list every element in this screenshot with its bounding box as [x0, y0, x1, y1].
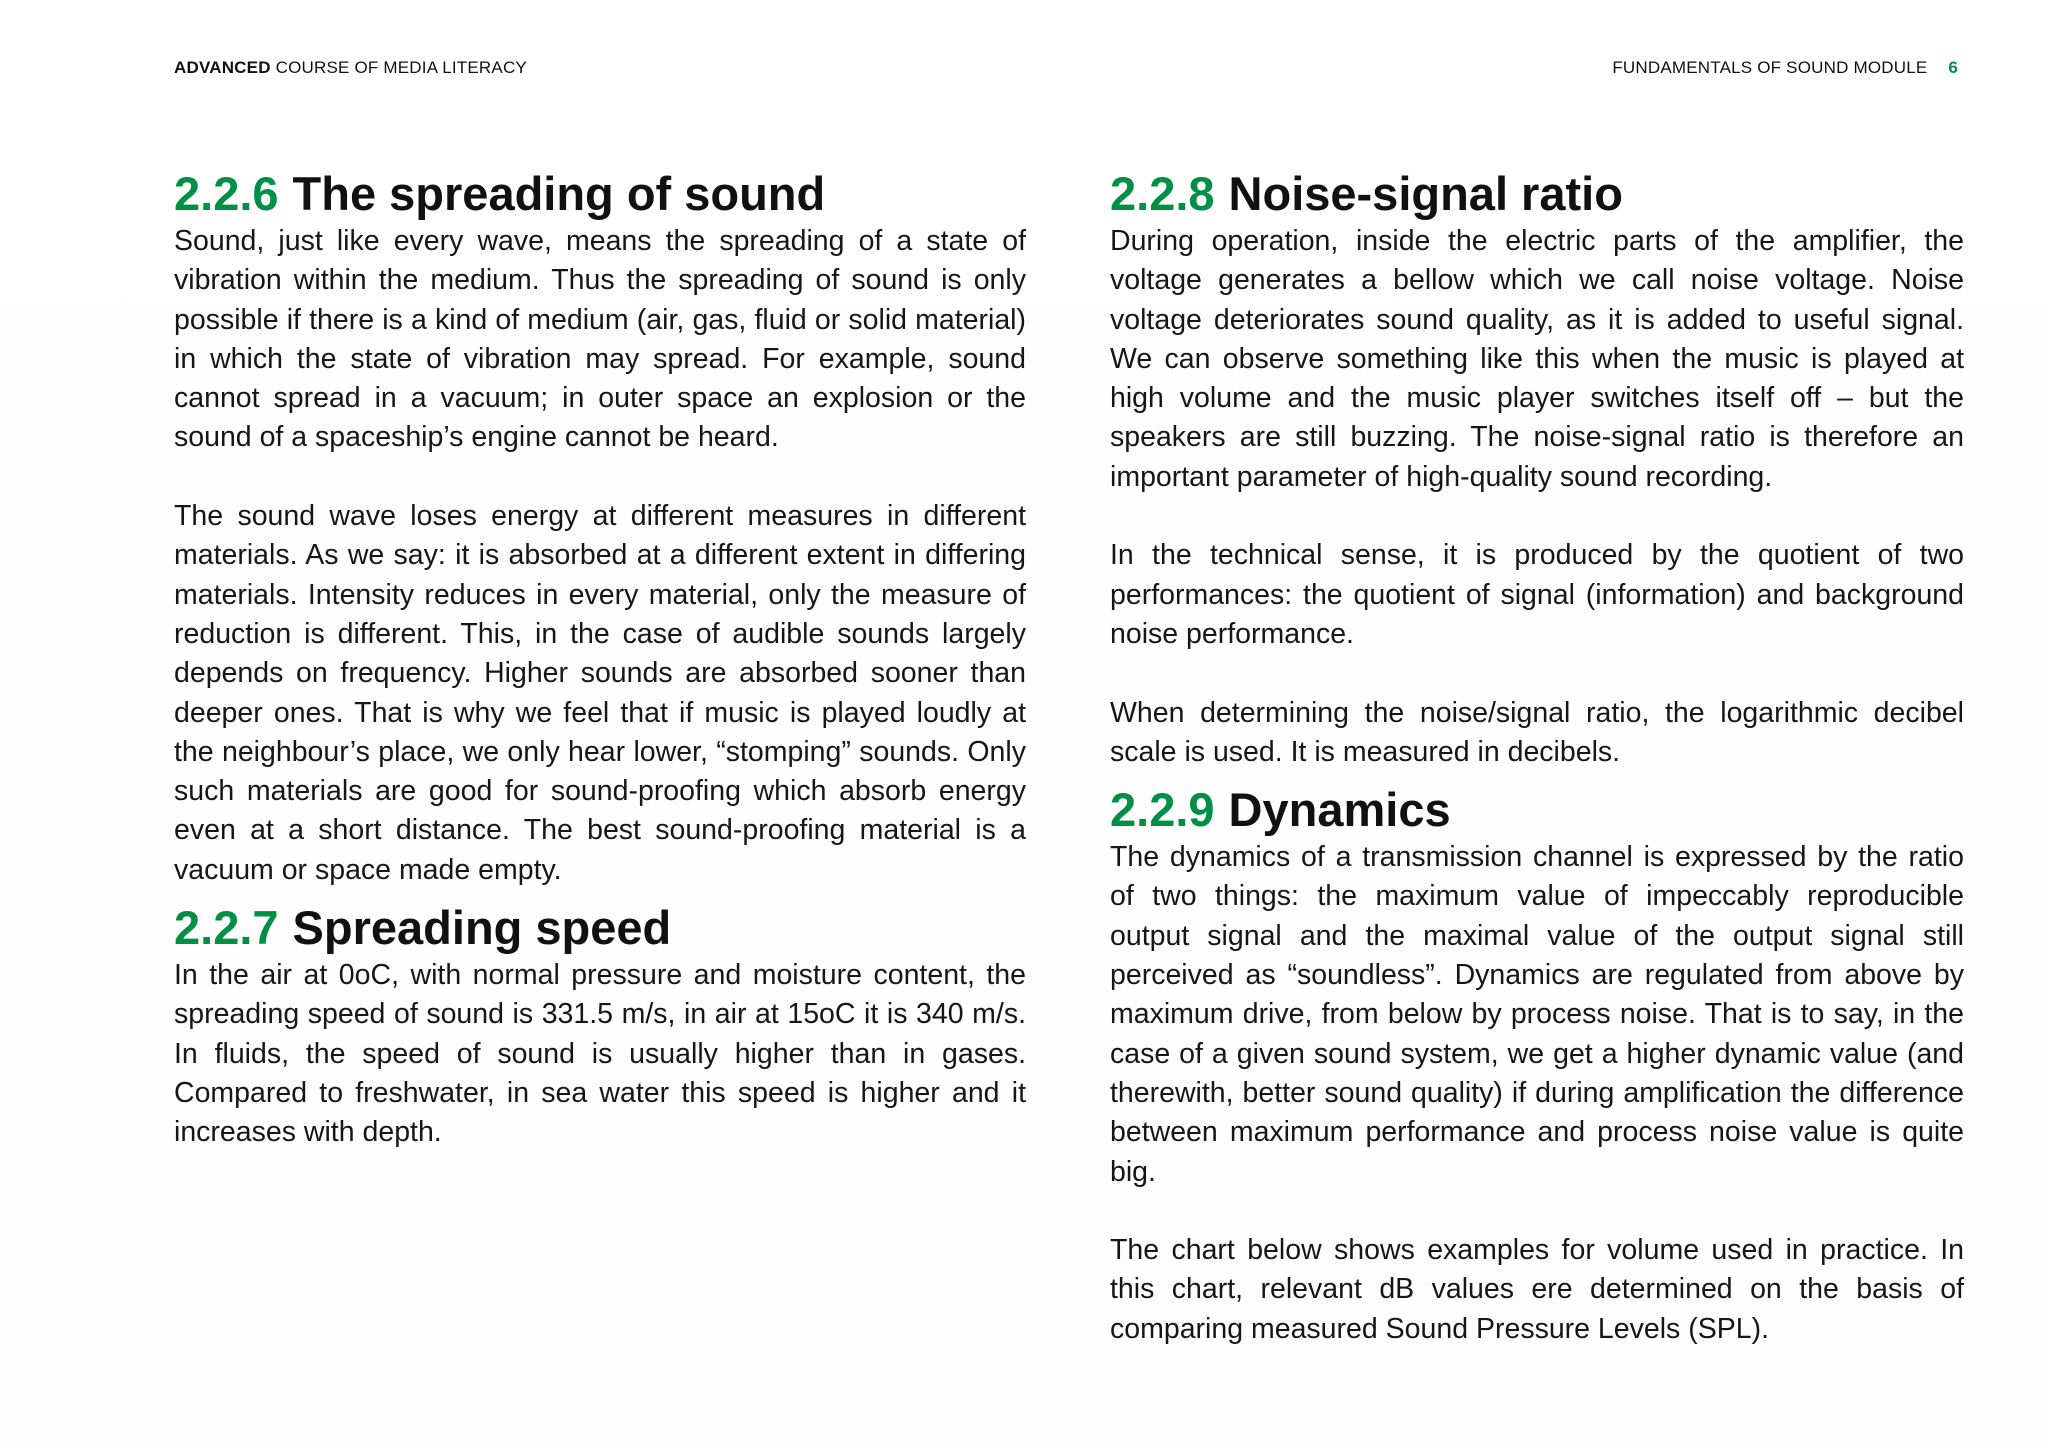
paragraph-gap	[1110, 654, 1964, 693]
section-title: The spreading of sound	[292, 167, 826, 220]
header-course-level: ADVANCED	[174, 58, 271, 77]
section-2-2-9-heading	[1110, 782, 1964, 838]
right-column	[1110, 166, 1964, 1349]
paragraph: In the air at 0oC, with normal pressure and moisture content, the spreading speed of sound is 331.5 m/s, in air at 15oC it is 340 m/s. In fluids, the speed of sound is usually higher than in gases. Compared to freshwater, in sea water this speed is higher and it increases with depth.	[174, 959, 1026, 1149]
section-gap	[174, 890, 1026, 900]
paragraph: The dynamics of a transmission channel is expressed by the ratio of two things: the maximum value of impeccably reproducible output signal and the maximal value of the output signal still perceived as “soundless”. Dynamics are regulated from above by maximum drive, from below by process noise. That is to say, in the case of a given sound system, we get a higher dynamic value (and therewith, better sound quality) if during amplification the difference between maximum performance and process noise value is quite big.	[1110, 841, 1964, 1188]
paragraph: The chart below shows examples for volume used in practice. In this chart, relevant dB values ere determined on the basis of comparing measured Sound Pressure Levels (SPL).	[1110, 1234, 1964, 1345]
paragraph: When determining the noise/signal ratio, the logarithmic decibel scale is used. It is measured in decibels.	[1110, 696, 1964, 768]
paragraph: The sound wave loses energy at different measures in different materials. As we say: it is absorbed at a different extent in differing materials. Intensity reduces in every material, only the measure of reduction is different. This, in the case of audible sounds largely depends on frequency. Higher sounds are absorbed sooner than deeper ones. That is why we feel that if music is played loudly at the neighbour’s place, we only hear lower, “stomping” sounds. Only such materials are good for sound-proofing which absorb energy even at a short distance. The best sound-proofing material is a vacuum or space made empty.	[174, 500, 1026, 886]
section-number: 2.2.9	[1110, 783, 1215, 837]
page-number: 6	[1948, 58, 1958, 77]
header-course-name: COURSE OF MEDIA LITERACY	[275, 58, 527, 77]
section-title: Spreading speed	[292, 901, 672, 955]
running-header	[174, 58, 1958, 82]
header-module-name: FUNDAMENTALS OF SOUND MODULE	[1612, 58, 1928, 77]
paragraph-gap	[1110, 1192, 1964, 1231]
section-2-2-8-heading	[1110, 166, 1964, 222]
header-module	[1612, 58, 1958, 78]
paragraph: During operation, inside the electric parts of the amplifier, the voltage generates a bellow which we call noise voltage. Noise voltage deteriorates sound quality, as it is added to useful signal. We can observe something like this when the music is played at high volume and the music player switches itself off – but the speakers are still buzzing. The noise-signal ratio is therefore an important parameter of high-quality sound recording.	[1110, 225, 1964, 493]
section-title: Dynamics	[1228, 783, 1451, 837]
paragraph-gap	[174, 458, 1026, 497]
section-gap	[1110, 772, 1964, 782]
section-number: 2.2.8	[1110, 167, 1215, 220]
section-2-2-6-heading	[174, 166, 1026, 222]
paragraph: In the technical sense, it is produced by the quotient of two performances: the quotient of signal (information) and background noise performance.	[1110, 539, 1964, 650]
section-number: 2.2.6	[174, 167, 279, 220]
left-column	[174, 166, 1026, 1153]
section-title: Noise-signal ratio	[1228, 167, 1623, 220]
section-number: 2.2.7	[174, 901, 279, 955]
paragraph-gap	[1110, 497, 1964, 536]
paragraph: Sound, just like every wave, means the spreading of a state of vibration within the medium. Thus the spreading of sound is only possible if there is a kind of medium (air, gas, fluid or solid material) in which the state of vibration may spread. For example, sound cannot spread in a vacuum; in outer space an explosion or the sound of a spaceship’s engine cannot be heard.	[174, 225, 1026, 454]
section-2-2-7-heading	[174, 900, 1026, 956]
header-course-title	[174, 58, 527, 78]
